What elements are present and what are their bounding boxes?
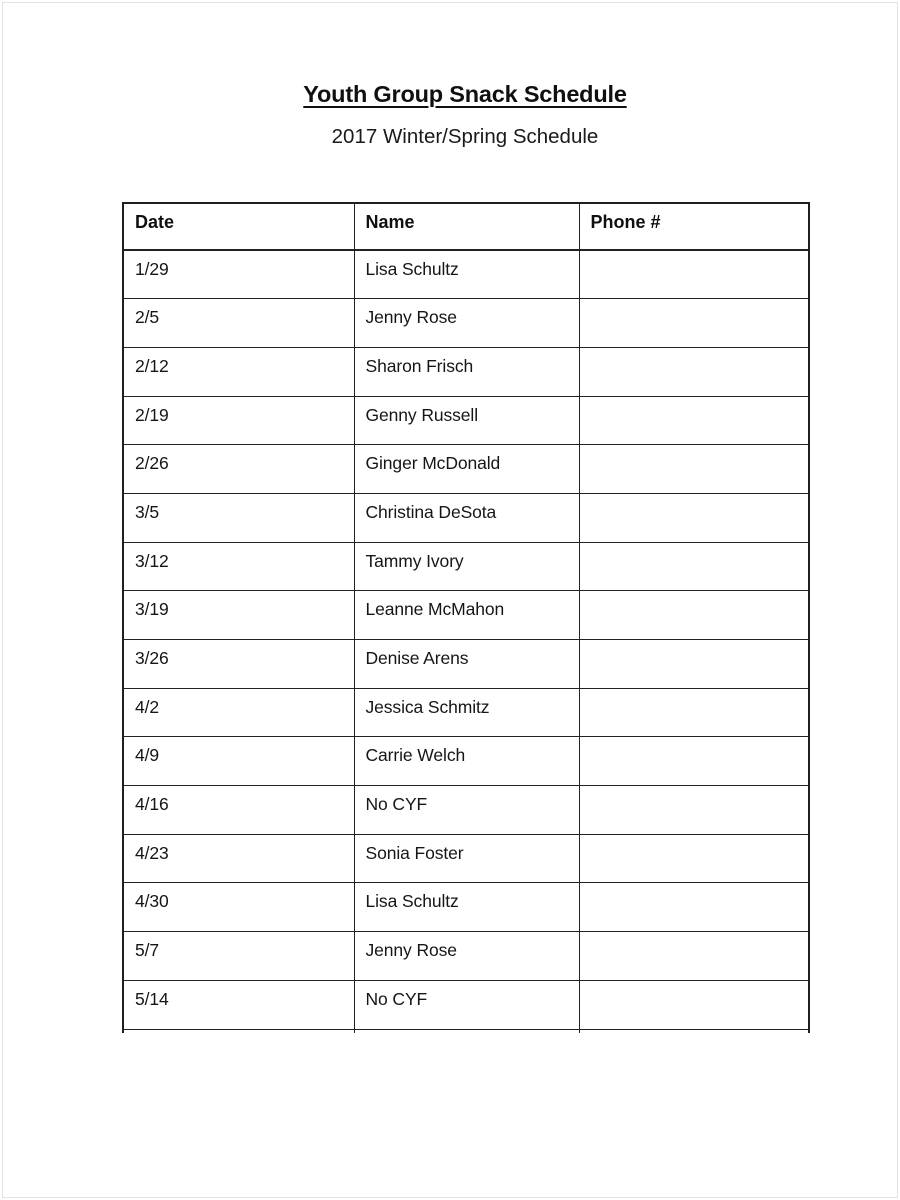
name-cell: Sharon Frisch	[354, 347, 579, 396]
name-cell: Denise Arens	[354, 640, 579, 689]
date-cell: 4/30	[123, 883, 354, 932]
table-row	[123, 688, 809, 737]
date-cell: 5/7	[123, 932, 354, 981]
name-cell: Jenny Rose	[354, 932, 579, 981]
name-cell	[354, 1029, 579, 1033]
name-cell: Lisa Schultz	[354, 883, 579, 932]
phone-cell	[579, 786, 809, 835]
phone-cell	[579, 299, 809, 348]
phone-cell	[579, 250, 809, 299]
document-header	[122, 80, 808, 150]
table-row	[123, 591, 809, 640]
table-row	[123, 250, 809, 299]
page-title: Youth Group Snack Schedule	[303, 81, 627, 107]
phone-cell	[579, 737, 809, 786]
clipped-partial-row-body	[123, 1029, 809, 1033]
table-row	[123, 299, 809, 348]
table-row	[123, 640, 809, 689]
phone-cell	[579, 542, 809, 591]
table-row	[123, 493, 809, 542]
table-row	[123, 883, 809, 932]
date-cell: 2/12	[123, 347, 354, 396]
date-cell: 3/26	[123, 640, 354, 689]
name-cell: Jenny Rose	[354, 299, 579, 348]
phone-cell	[579, 883, 809, 932]
name-cell: No CYF	[354, 786, 579, 835]
name-cell: Carrie Welch	[354, 737, 579, 786]
table-row	[123, 786, 809, 835]
phone-cell	[579, 396, 809, 445]
date-cell: 3/19	[123, 591, 354, 640]
name-cell: Sonia Foster	[354, 834, 579, 883]
table-row	[123, 932, 809, 981]
column-header-date: Date	[123, 203, 354, 250]
phone-cell	[579, 347, 809, 396]
column-header-phone: Phone #	[579, 203, 809, 250]
date-cell: 1/29	[123, 250, 354, 299]
table-row	[123, 347, 809, 396]
page-subtitle: 2017 Winter/Spring Schedule	[331, 125, 599, 148]
date-cell: 2/5	[123, 299, 354, 348]
table-body	[123, 250, 809, 1029]
date-cell: 4/9	[123, 737, 354, 786]
name-cell: Genny Russell	[354, 396, 579, 445]
table-row	[123, 834, 809, 883]
name-cell: Jessica Schmitz	[354, 688, 579, 737]
phone-cell	[579, 1029, 809, 1033]
date-cell: 3/12	[123, 542, 354, 591]
date-cell: 4/23	[123, 834, 354, 883]
name-cell: Ginger McDonald	[354, 445, 579, 494]
name-cell: Christina DeSota	[354, 493, 579, 542]
phone-cell	[579, 493, 809, 542]
date-cell: 4/2	[123, 688, 354, 737]
table-row	[123, 396, 809, 445]
table-header-row	[123, 203, 809, 250]
phone-cell	[579, 688, 809, 737]
date-cell: 4/16	[123, 786, 354, 835]
name-cell: Tammy Ivory	[354, 542, 579, 591]
phone-cell	[579, 445, 809, 494]
date-cell: 3/5	[123, 493, 354, 542]
column-header-name: Name	[354, 203, 579, 250]
date-cell	[123, 1029, 354, 1033]
name-cell: Lisa Schultz	[354, 250, 579, 299]
phone-cell	[579, 980, 809, 1029]
date-cell: 2/26	[123, 445, 354, 494]
phone-cell	[579, 932, 809, 981]
table-row	[123, 737, 809, 786]
phone-cell	[579, 834, 809, 883]
clipped-partial-row	[123, 1029, 809, 1033]
table-row	[123, 445, 809, 494]
date-cell: 2/19	[123, 396, 354, 445]
snack-schedule-table	[122, 202, 810, 1033]
table-row	[123, 542, 809, 591]
name-cell: Leanne McMahon	[354, 591, 579, 640]
date-cell: 5/14	[123, 980, 354, 1029]
phone-cell	[579, 640, 809, 689]
table-row	[123, 980, 809, 1029]
phone-cell	[579, 591, 809, 640]
name-cell: No CYF	[354, 980, 579, 1029]
schedule-table-container	[121, 201, 811, 1033]
